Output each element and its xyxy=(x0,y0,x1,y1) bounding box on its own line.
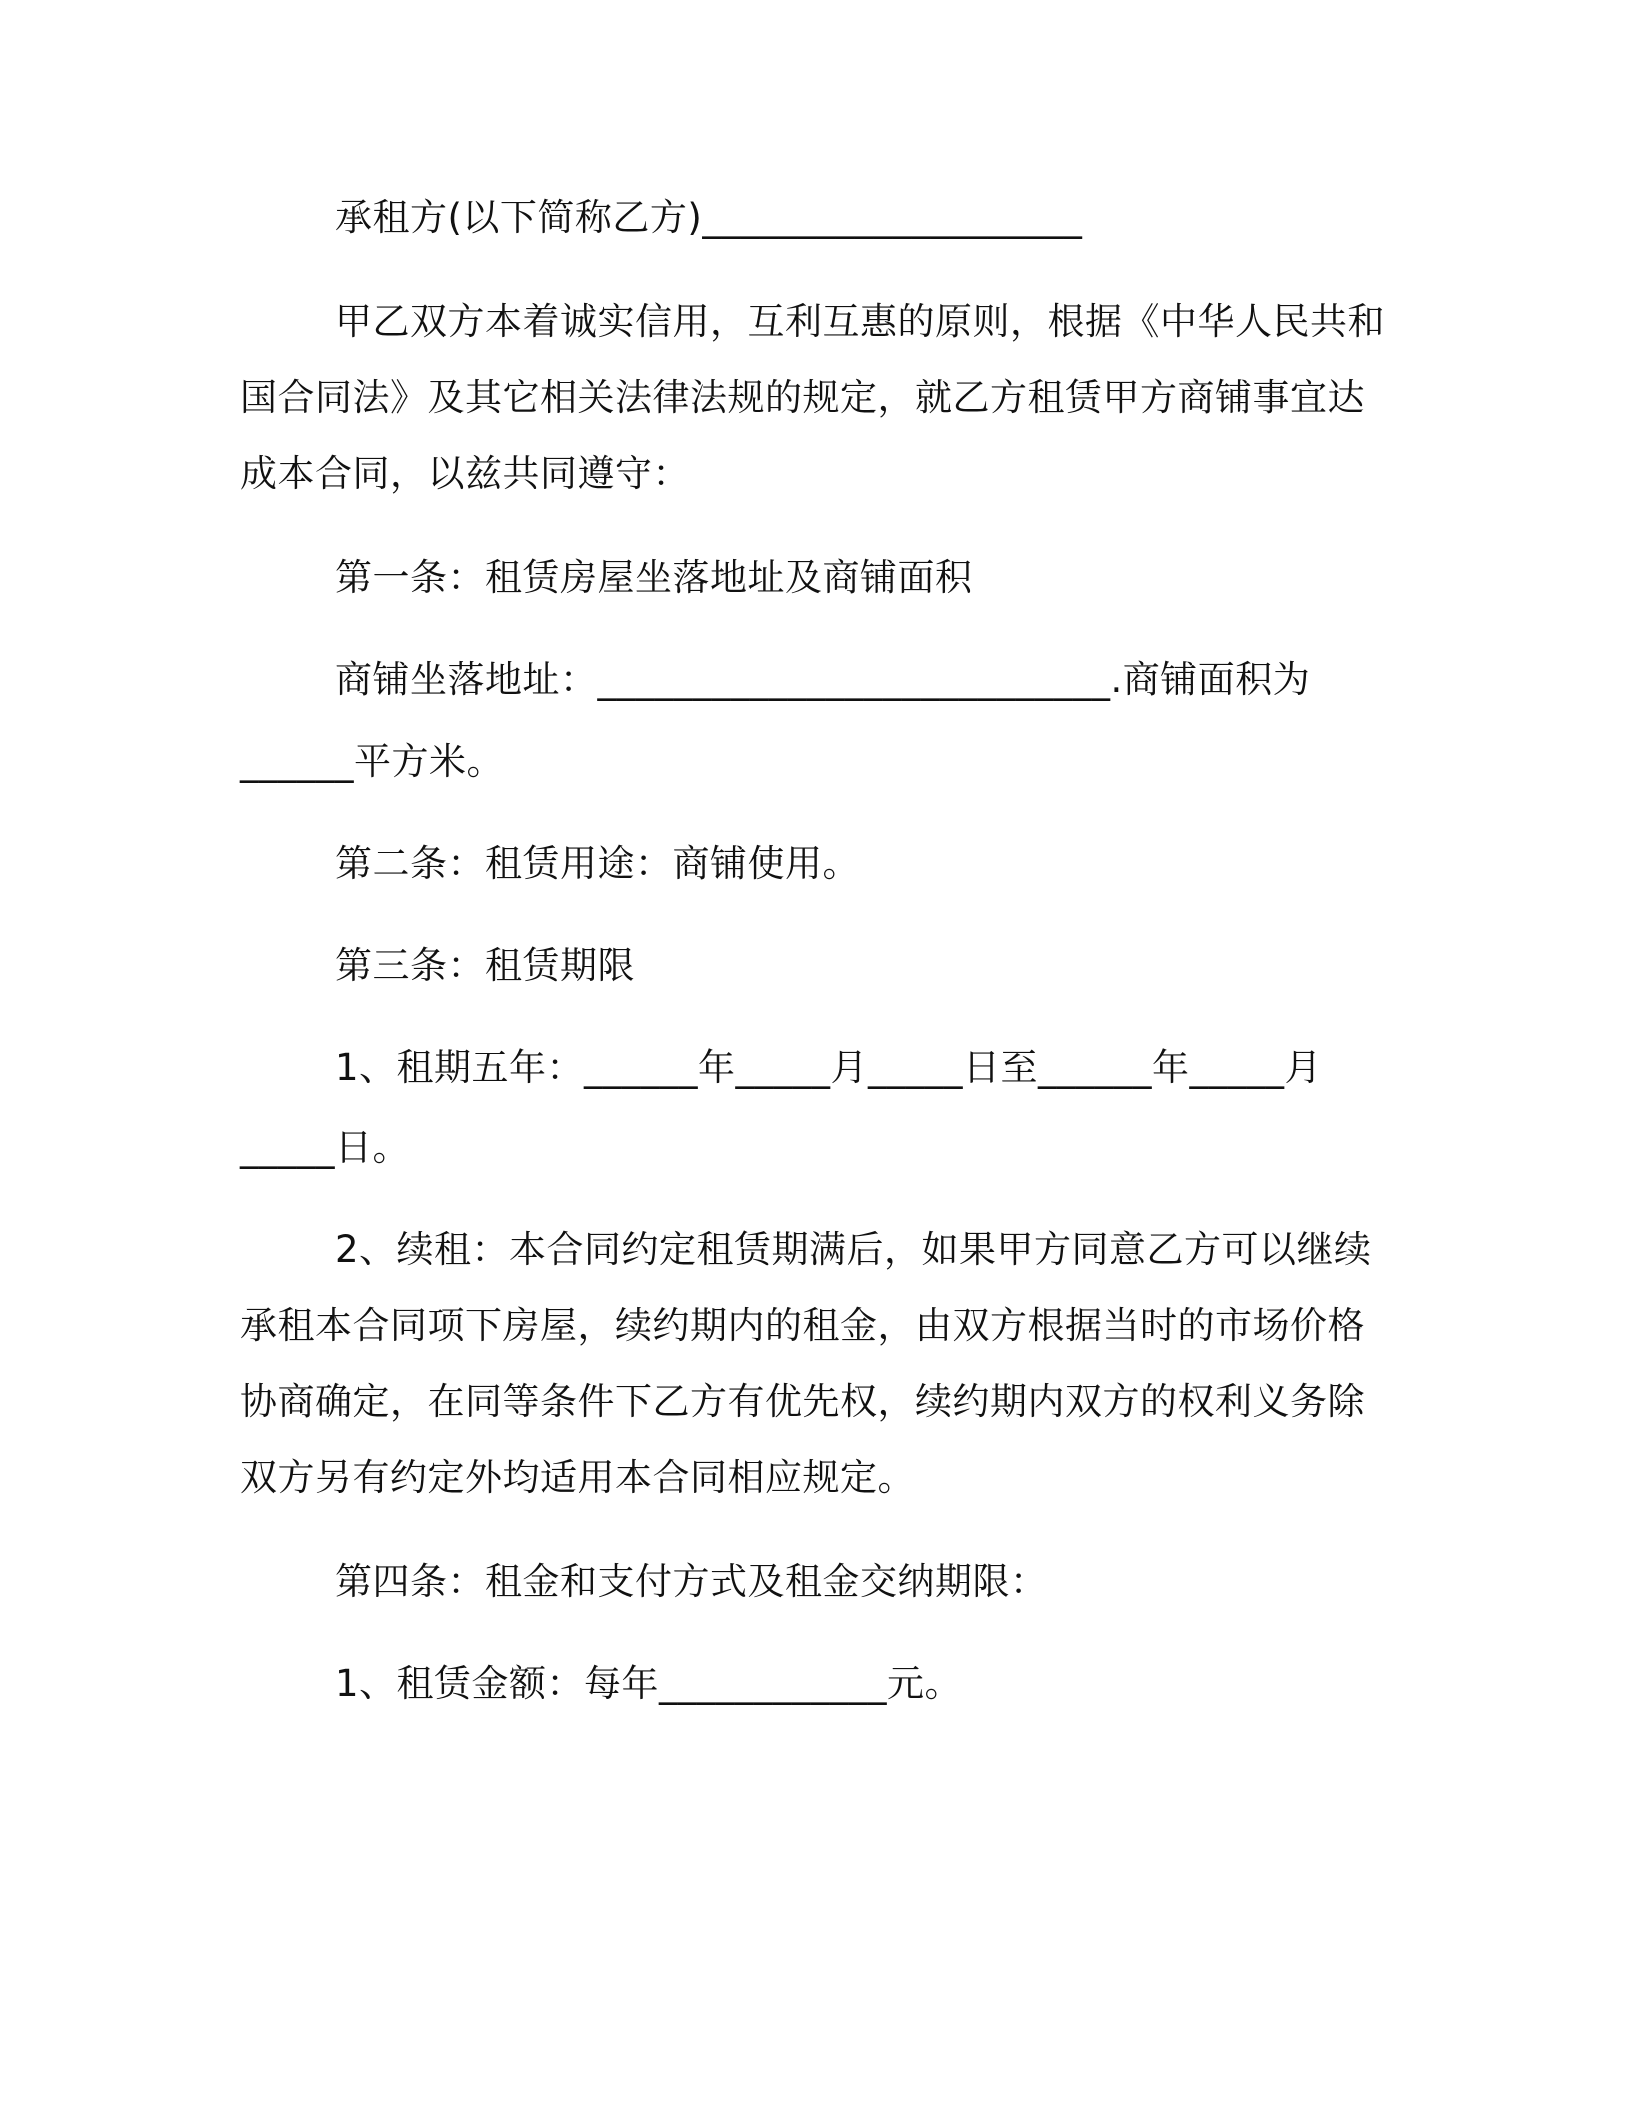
article-2-heading: 第二条：租赁用途：商铺使用。 xyxy=(335,842,860,885)
lease-term-line-1: 1、租期五年：______年_____月_____日至______年_____月 xyxy=(335,1046,1323,1089)
shop-area-line: ______平方米。 xyxy=(240,740,504,783)
preamble-line-2: 国合同法》及其它相关法律法规的规定，就乙方租赁甲方商铺事宜达 xyxy=(240,376,1365,419)
lessee-line: 承租方(以下简称乙方)____________________ xyxy=(335,196,1083,239)
article-4-heading: 第四条：租金和支付方式及租金交纳期限： xyxy=(335,1560,1048,1603)
preamble-line-3: 成本合同，以兹共同遵守： xyxy=(240,452,690,495)
rent-amount-line: 1、租赁金额：每年____________元。 xyxy=(335,1662,963,1705)
article-1-heading: 第一条：租赁房屋坐落地址及商铺面积 xyxy=(335,556,973,599)
renewal-line-4: 双方另有约定外均适用本合同相应规定。 xyxy=(240,1456,915,1499)
preamble-line-1: 甲乙双方本着诚实信用，互利互惠的原则，根据《中华人民共和 xyxy=(335,300,1385,343)
renewal-line-2: 承租本合同项下房屋，续约期内的租金，由双方根据当时的市场价格 xyxy=(240,1304,1365,1347)
lease-term-line-2: _____日。 xyxy=(240,1126,410,1169)
renewal-line-1: 2、续租：本合同约定租赁期满后，如果甲方同意乙方可以继续 xyxy=(335,1228,1372,1271)
renewal-line-3: 协商确定，在同等条件下乙方有优先权，续约期内双方的权利义务除 xyxy=(240,1380,1365,1423)
article-3-heading: 第三条：租赁期限 xyxy=(335,944,635,987)
shop-address-line: 商铺坐落地址：___________________________.商铺面积为 xyxy=(335,658,1311,701)
